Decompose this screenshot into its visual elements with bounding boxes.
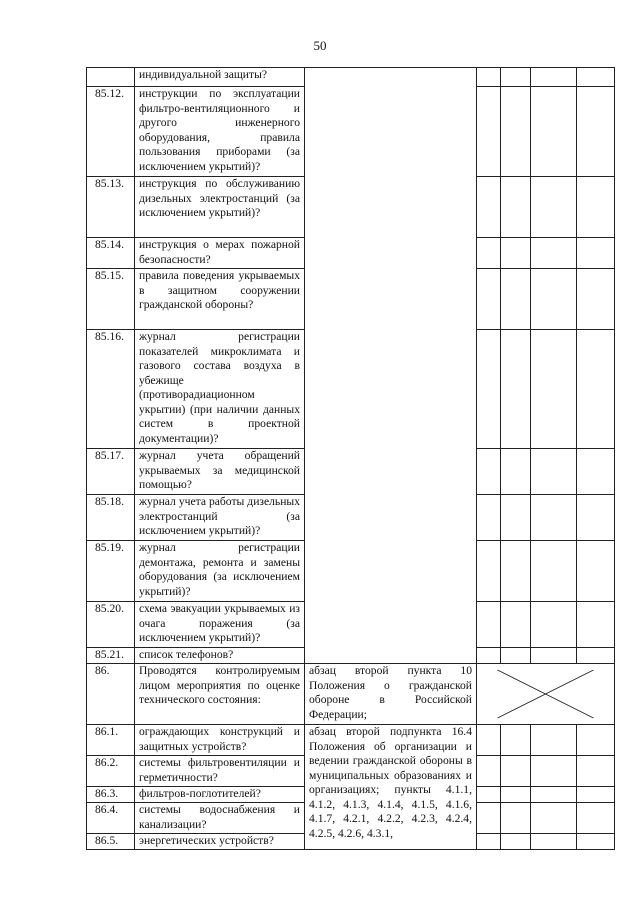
- answer-na-cell: [531, 602, 577, 648]
- answer-na-cell: [531, 495, 577, 541]
- comment-cell: [577, 177, 615, 238]
- answer-na-cell: [531, 238, 577, 269]
- cross-mark-icon: [477, 664, 614, 724]
- comment-cell: [577, 330, 615, 449]
- answer-yes-cell: [477, 834, 501, 850]
- question-text: системы фильтровентиляции и герметичности?: [135, 756, 305, 787]
- page-number: 50: [313, 38, 327, 53]
- answer-yes-cell: [477, 648, 501, 664]
- row-number: 85.19.: [87, 541, 135, 602]
- row-number: 85.14.: [87, 238, 135, 269]
- answer-na-cell: [531, 269, 577, 330]
- answer-na-cell: [531, 541, 577, 602]
- answer-no-cell: [501, 834, 531, 850]
- row-number: 86.3.: [87, 787, 135, 803]
- legal-reference: абзац второй подпункта 16.4 Положения об организации и ведении гражданской обороны в муниципальных образованиях и организациях; пункты 4.1.1, 4.1.2, 4.1.3, 4.1.4, 4.1.5, 4.1.6, 4.1.7, 4.2.1, 4.2.2, 4.2.3, 4.2.4, 4.2.5, 4.2.6, 4.3.1,: [305, 725, 477, 850]
- question-text: журнал регистрации показателей микроклимата и газового состава воздуха в убежище (противорадиационном укрытии) (при наличии данных систем в проектной документации)?: [135, 330, 305, 449]
- row-number: 85.18.: [87, 495, 135, 541]
- answer-no-cell: [501, 725, 531, 756]
- comment-cell: [577, 725, 615, 756]
- question-text: инструкции по эксплуатации фильтро-вентиляционного и другого инженерного оборудования, правила пользования приборами (за исключением укрытий)?: [135, 87, 305, 177]
- row-number: 86.5.: [87, 834, 135, 850]
- question-text: энергетических устройств?: [135, 834, 305, 850]
- row-number: 86.: [87, 664, 135, 725]
- answer-yes-cell: [477, 787, 501, 803]
- row-number: 85.17.: [87, 449, 135, 495]
- comment-cell: [577, 495, 615, 541]
- answer-yes-cell: [477, 602, 501, 648]
- answer-no-cell: [501, 68, 531, 87]
- answer-na-cell: [531, 648, 577, 664]
- comment-cell: [577, 602, 615, 648]
- comment-cell: [577, 449, 615, 495]
- answer-no-cell: [501, 756, 531, 787]
- comment-cell: [577, 787, 615, 803]
- question-text: инструкция по обслуживанию дизельных электростанций (за исключением укрытий)?: [135, 177, 305, 238]
- answer-na-cell: [531, 803, 577, 834]
- question-text: журнал учета обращений укрываемых за медицинской помощью?: [135, 449, 305, 495]
- answer-no-cell: [501, 238, 531, 269]
- answer-yes-cell: [477, 803, 501, 834]
- row-number: 85.15.: [87, 269, 135, 330]
- question-text: журнал регистрации демонтажа, ремонта и замены оборудования (за исключением укрытий)?: [135, 541, 305, 602]
- answer-no-cell: [501, 269, 531, 330]
- table-row: [87, 664, 615, 725]
- comment-cell: [577, 87, 615, 177]
- row-number: 85.13.: [87, 177, 135, 238]
- answer-yes-cell: [477, 177, 501, 238]
- question-text: схема эвакуации укрываемых из очага поражения (за исключением укрытий)?: [135, 602, 305, 648]
- answer-yes-cell: [477, 238, 501, 269]
- answer-yes-cell: [477, 541, 501, 602]
- row-number: [87, 68, 135, 87]
- question-text: инструкция о мерах пожарной безопасности?: [135, 238, 305, 269]
- row-number: 86.1.: [87, 725, 135, 756]
- comment-cell: [577, 238, 615, 269]
- comment-cell: [577, 68, 615, 87]
- answer-na-cell: [531, 68, 577, 87]
- row-number: 85.21.: [87, 648, 135, 664]
- checklist-table: [86, 67, 615, 850]
- comment-cell: [577, 834, 615, 850]
- answer-yes-cell: [477, 725, 501, 756]
- answer-yes-cell: [477, 756, 501, 787]
- answer-na-cell: [531, 787, 577, 803]
- answer-na-cell: [531, 449, 577, 495]
- answer-no-cell: [501, 177, 531, 238]
- comment-cell: [577, 803, 615, 834]
- table-row: [87, 725, 615, 756]
- question-text: правила поведения укрываемых в защитном сооружении гражданской обороны?: [135, 269, 305, 330]
- answer-no-cell: [501, 495, 531, 541]
- answer-yes-cell: [477, 68, 501, 87]
- row-number: 86.2.: [87, 756, 135, 787]
- answer-no-cell: [501, 449, 531, 495]
- answer-no-cell: [501, 602, 531, 648]
- answer-yes-cell: [477, 269, 501, 330]
- legal-reference-cell: [305, 68, 477, 664]
- answer-no-cell: [501, 648, 531, 664]
- row-number: 85.20.: [87, 602, 135, 648]
- question-text: журнал учета работы дизельных электростанций (за исключением укрытий)?: [135, 495, 305, 541]
- question-text: список телефонов?: [135, 648, 305, 664]
- comment-cell: [577, 269, 615, 330]
- legal-reference: абзац второй пункта 10 Положения о гражданской обороне в Российской Федерации;: [305, 664, 477, 725]
- answer-na-cell: [531, 87, 577, 177]
- answer-na-cell: [531, 834, 577, 850]
- answer-no-cell: [501, 803, 531, 834]
- answer-na-cell: [531, 756, 577, 787]
- not-applicable-cross: [477, 664, 615, 725]
- answer-no-cell: [501, 87, 531, 177]
- answer-na-cell: [531, 330, 577, 449]
- row-number: 86.4.: [87, 803, 135, 834]
- table-row: [87, 68, 615, 87]
- answer-na-cell: [531, 177, 577, 238]
- question-text: Проводятся контролируемым лицом мероприятия по оценке технического состояния:: [135, 664, 305, 725]
- comment-cell: [577, 756, 615, 787]
- answer-yes-cell: [477, 330, 501, 449]
- answer-no-cell: [501, 541, 531, 602]
- answer-na-cell: [531, 725, 577, 756]
- row-number: 85.16.: [87, 330, 135, 449]
- answer-yes-cell: [477, 495, 501, 541]
- question-text: фильтров-поглотителей?: [135, 787, 305, 803]
- question-text: ограждающих конструкций и защитных устройств?: [135, 725, 305, 756]
- answer-no-cell: [501, 787, 531, 803]
- answer-no-cell: [501, 330, 531, 449]
- answer-yes-cell: [477, 449, 501, 495]
- row-number: 85.12.: [87, 87, 135, 177]
- question-text: системы водоснабжения и канализации?: [135, 803, 305, 834]
- answer-yes-cell: [477, 87, 501, 177]
- comment-cell: [577, 541, 615, 602]
- question-text: индивидуальной защиты?: [135, 68, 305, 87]
- comment-cell: [577, 648, 615, 664]
